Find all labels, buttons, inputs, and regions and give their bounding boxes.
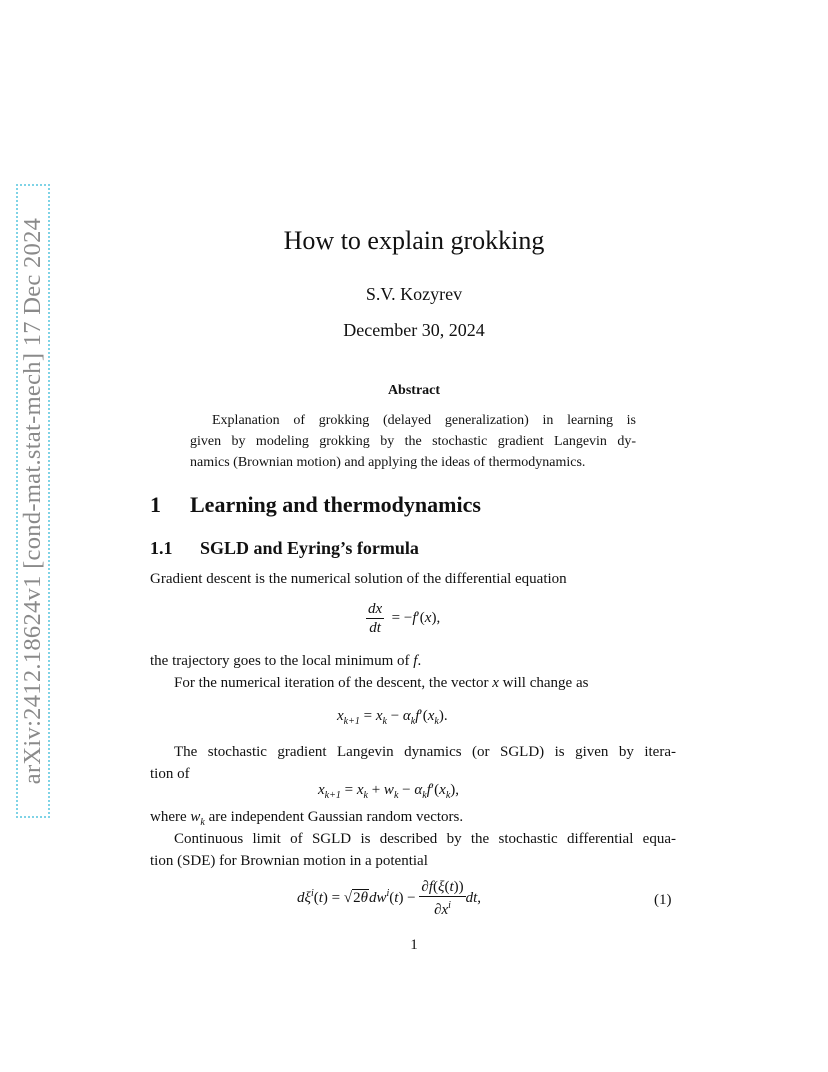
abstract-heading: Abstract	[387, 383, 441, 398]
equation-gradient-flow: $\frac{dx}{dt}$ = −f′(x),	[368, 601, 441, 636]
punctuation: .	[417, 653, 422, 669]
section-number: 1	[150, 492, 161, 517]
abstract-line: given by modeling grokking by the stochastic gradient Langevin dy-	[190, 434, 636, 449]
paragraph-line: tion (SDE) for Brownian motion in a potential	[150, 853, 428, 869]
paper-author: S.V. Kozyrev	[365, 284, 463, 304]
equation-sgld-iteration: $x_{k+1} = x_k + w_k - \alpha_kf'(x_k)$,	[318, 782, 460, 801]
abstract-body	[190, 410, 636, 473]
paper-title: How to explain grokking	[283, 226, 545, 255]
math-subscript: k	[200, 817, 205, 828]
equation-number: (1)	[654, 892, 672, 908]
subsection-title: SGLD and Eyring’s formula	[200, 538, 419, 558]
paragraph-line: tion of	[150, 766, 190, 782]
page-number: 1	[410, 937, 418, 953]
subsection-number: 1.1	[150, 538, 173, 558]
paragraph-line: Continuous limit of SGLD is described by the stochastic differential equa-	[174, 831, 676, 847]
paragraph-text: are independent Gaussian random vectors.	[208, 809, 464, 825]
section-title: Learning and thermodynamics	[190, 492, 481, 517]
paragraph-sgld	[150, 741, 676, 785]
paragraph-text: the trajectory goes to the local minimum of	[150, 653, 410, 669]
arxiv-identifier-stamp: arXiv:2412.18624v1 [cond-mat.stat-mech] 17 Dec 2024	[19, 217, 46, 785]
math-variable: x	[492, 675, 499, 691]
abstract-line: namics (Brownian motion) and applying the ideas of thermodynamics.	[190, 455, 586, 470]
math-variable: f	[413, 653, 418, 669]
math-variable: w	[190, 809, 201, 825]
paragraph-iteration	[150, 672, 676, 694]
subsection-heading	[150, 538, 419, 559]
paragraph-line: The stochastic gradient Langevin dynamics (or SGLD) is given by itera-	[174, 744, 676, 760]
paragraph-text: For the numerical iteration of the descent, the vector	[174, 675, 489, 691]
paper-date: December 30, 2024	[343, 320, 485, 340]
equation-sde: $d\xi^i(t) = √2\theta dw^i(t)$ − $\frac{\partial f(\xi(t))}{\partial x^i}$ dt,	[297, 879, 482, 918]
paragraph-gradient-descent: Gradient descent is the numerical solution of the differential equation	[150, 571, 567, 587]
paragraph-sde	[150, 828, 676, 872]
paragraph-trajectory	[150, 650, 676, 672]
equation-descent-iteration: $x_{k+1} = x_k - \alpha_kf'(x_k)$.	[337, 708, 448, 727]
paragraph-text: will change as	[502, 675, 589, 691]
abstract-line: Explanation of grokking (delayed generalization) in learning is	[212, 413, 636, 428]
paragraph-text: where	[150, 809, 187, 825]
section-heading	[150, 492, 481, 518]
